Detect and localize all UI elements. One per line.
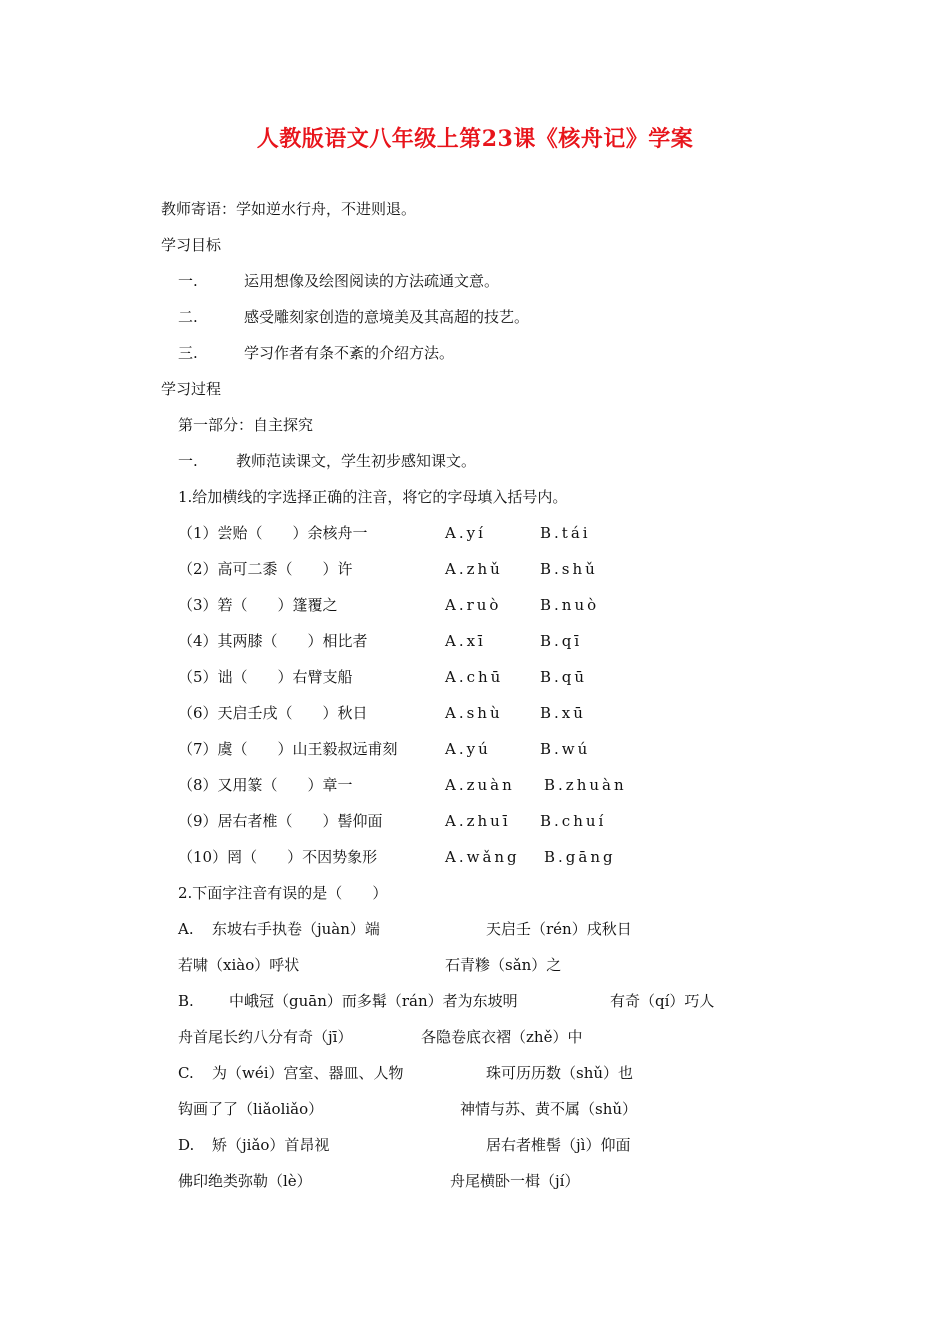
q1-item-question: （10）罔（ ）不因势象形 (178, 848, 378, 866)
objective-text: 感受雕刻家创造的意境美及其高超的技艺。 (244, 308, 530, 326)
q2-option-label: B. (178, 992, 194, 1010)
q1-item-option-a: A.shù (445, 704, 503, 722)
q2-option-text: 若啸（xiào）呼状 (178, 956, 300, 974)
q1-item-question: （4）其两膝（ ）相比者 (178, 632, 368, 650)
q1-item-option-b: B.shǔ (540, 560, 598, 578)
q2-option-text: 各隐卷底衣褶（zhě）中 (421, 1028, 583, 1046)
objective-text: 运用想像及绘图阅读的方法疏通文意。 (244, 272, 500, 290)
q1-item-option-b: B.qī (540, 632, 583, 650)
q2-option-label: D. (178, 1136, 195, 1154)
q2-option-text: 钩画了了（liǎoliǎo） (178, 1100, 324, 1118)
q1-item-option-b: B.tái (540, 524, 591, 542)
q2-option-text: 天启壬（rén）戌秋日 (486, 920, 632, 938)
q1-item-option-a: A.wǎng (445, 848, 520, 866)
part1-heading: 第一部分：自主探究 (178, 416, 314, 434)
q1-item-question: （1）尝贻（ ）余核舟一 (178, 524, 368, 542)
q1-item-option-b: B.xū (540, 704, 586, 722)
q2-option-text: 有奇（qí）巧人 (610, 992, 715, 1010)
step1-text: 教师范读课文，学生初步感知课文。 (236, 452, 477, 470)
q2-option-text: 东坡右手执卷（juàn）端 (212, 920, 380, 938)
q2-option-text: 舟尾横卧一楫（jí） (450, 1172, 580, 1190)
q2-option-text: 石青糁（sǎn）之 (445, 956, 562, 974)
q1-item-option-a: A.chū (445, 668, 504, 686)
q1-item-option-a: A.zhǔ (445, 560, 503, 578)
q2-option-text: 舟首尾长约八分有奇（jī） (178, 1028, 353, 1046)
q2-option-text: 神情与苏、黄不属（shǔ） (460, 1100, 638, 1118)
q2-option-label: C. (178, 1064, 194, 1082)
q1-item-question: （7）虞（ ）山王毅叔远甫刻 (178, 740, 398, 758)
q1-item-option-a: A.yú (445, 740, 491, 758)
q2-option-text: 矫（jiǎo）首昂视 (212, 1136, 330, 1154)
q1-item-option-a: A.zuàn (445, 776, 515, 794)
q1-item-option-a: A.yí (445, 524, 486, 542)
q1-item-option-a: A.zhuī (445, 812, 511, 830)
q1-item-question: （8）又用篆（ ）章一 (178, 776, 353, 794)
q2-option-label: A. (178, 920, 194, 938)
q1-item-question: （6）天启壬戌（ ）秋日 (178, 704, 368, 722)
q1-item-option-b: B.chuí (540, 812, 607, 830)
question-1: 1.给加横线的字选择正确的注音，将它的字母填入括号内。 (178, 488, 568, 506)
q1-item-option-a: A.ruò (445, 596, 502, 614)
objective-num: 一. (178, 272, 198, 290)
process-heading: 学习过程 (161, 380, 222, 398)
q2-option-text: 佛印绝类弥勒（lè） (178, 1172, 312, 1190)
question-2: 2.下面字注音有误的是（ ） (178, 884, 388, 902)
q2-option-text: 为（wéi）宫室、器皿、人物 (212, 1064, 404, 1082)
q1-item-option-b: B.qū (540, 668, 588, 686)
objectives-heading: 学习目标 (161, 236, 222, 254)
q1-item-question: （3）箬（ ）篷覆之 (178, 596, 338, 614)
q1-item-question: （2）高可二黍（ ）许 (178, 560, 353, 578)
q2-option-text: 中峨冠（guān）而多髯（rán）者为东坡明 (229, 992, 518, 1010)
objective-text: 学习作者有条不紊的介绍方法。 (244, 344, 455, 362)
q1-item-question: （9）居右者椎（ ）髻仰面 (178, 812, 383, 830)
q2-option-text: 珠可历历数（shǔ）也 (486, 1064, 634, 1082)
page-title: 人教版语文八年级上第23课《核舟记》学案 (256, 126, 694, 152)
teacher-words: 教师寄语：学如逆水行舟，不进则退。 (161, 200, 417, 218)
q1-item-question: （5）诎（ ）右臂支船 (178, 668, 353, 686)
q1-item-option-b: B.zhuàn (544, 776, 627, 794)
q1-item-option-a: A.xī (445, 632, 486, 650)
q2-option-text: 居右者椎髻（jì）仰面 (486, 1136, 631, 1154)
q1-item-option-b: B.gāng (544, 848, 616, 866)
objective-num: 二. (178, 308, 198, 326)
q1-item-option-b: B.wú (540, 740, 591, 758)
step1-num: 一. (178, 452, 198, 470)
objective-num: 三. (178, 344, 198, 362)
q1-item-option-b: B.nuò (540, 596, 600, 614)
